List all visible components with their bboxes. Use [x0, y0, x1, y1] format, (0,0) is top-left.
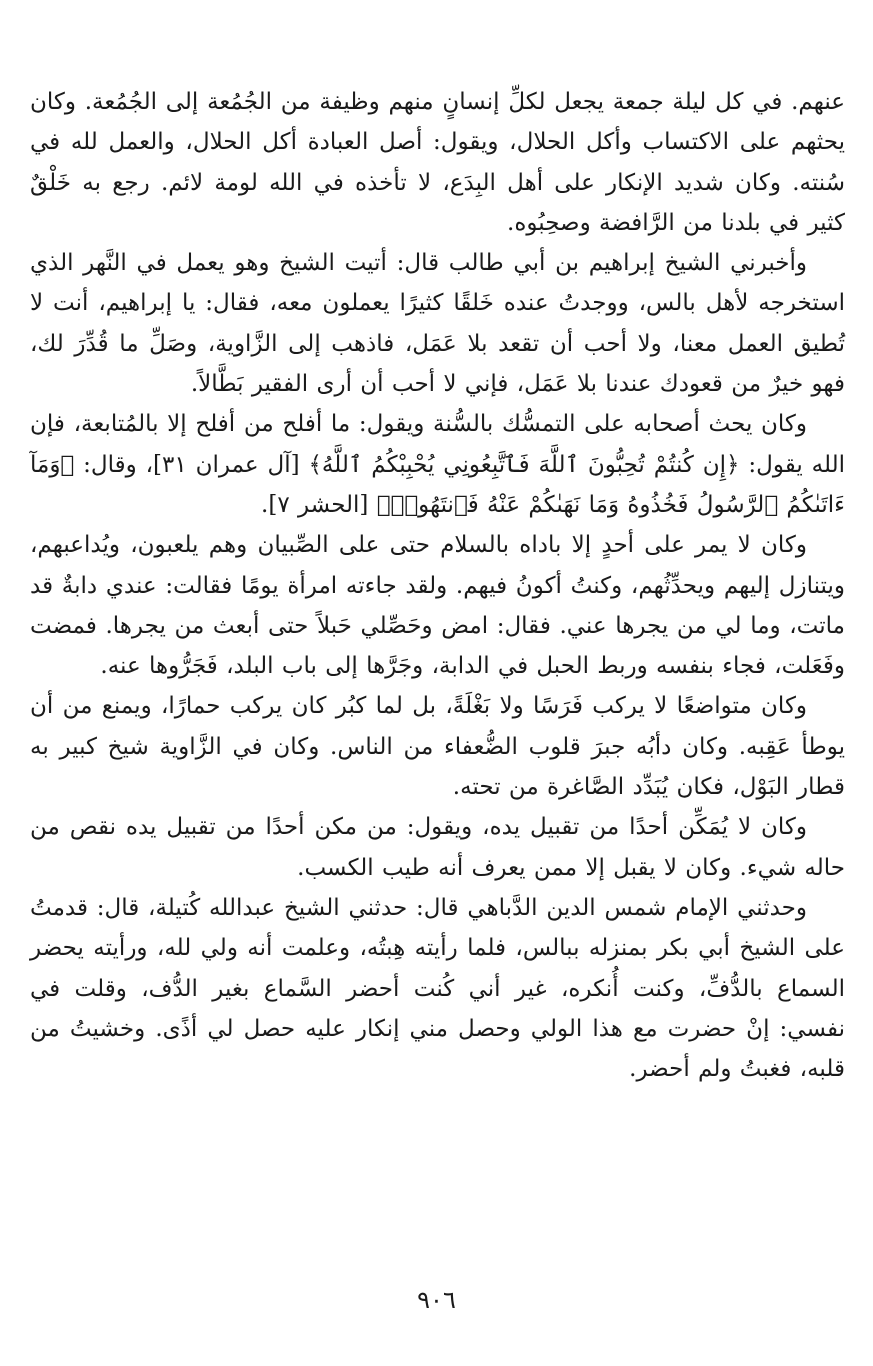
paragraph-2: وأخبرني الشيخ إبراهيم بن أبي طالب قال: أتيت الشيخ وهو يعمل في النَّهر الذي استخرجه لأهل بالس، ووجدتُ عنده خَلقًا كثيرًا يعملون معه، فقال: يا إبراهيم، أنت لا تُطيق العمل معنا، ولا أحب أن تقعد بلا عَمَل، فاذهب إلى الزَّاوية، وصَلِّ ما قُدِّرَ لك، فهو خيرٌ من قعودك عندنا بلا عَمَل، فإني لا أحب أن أرى الفقير بَطَّالاً.	[30, 250, 845, 398]
paragraph-5: وكان متواضعًا لا يركب فَرَسًا ولا بَغْلَةً، بل لما كبُر كان يركب حمارًا، ويمنع من أن يوطأ عَقِبه. وكان دأبُه جبرَ قلوب الضُّعفاء من الناس. وكان في الزَّاوية شيخ كبير به قطار البَوْل، فكان يُبَدِّد الصَّاغرة من تحته.	[30, 693, 845, 801]
paragraph-3: وكان يحث أصحابه على التمسُّك بالسُّنة ويقول: ما أفلح من أفلح إلا بالمُتابعة، فإن الله يقول: ﴿إِن كُنتُمْ تُحِبُّونَ ٱللَّهَ فَٱتَّبِعُونِي يُحْبِبْكُمُ ٱللَّهُ﴾ [آل عمران ٣١]، وقال: ﴿وَمَآ ءَاتَىٰكُمُ ٱلرَّسُولُ فَخُذُوهُ وَمَا نَهَىٰكُمْ عَنْهُ فَٱنتَهُوا۟﴾ [الحشر ٧].	[30, 411, 846, 518]
paragraph-7: وحدثني الإمام شمس الدين الدَّباهي قال: حدثني الشيخ عبدالله كُتيلة، قال: قدمتُ على الشيخ أبي بكر بمنزله ببالس، فلما رأيته هِبتُه، وعلمت أنه ولي لله، ورأيته يحضر السماع بالدُّفِّ، وكنت أُنكره، غير أني كُنت أحضر السَّماع بغير الدُّف، وقلت في نفسي: إنْ حضرت مع هذا الولي وحصل مني إنكار عليه حصل لي أذًى. وخشيتُ من قلبه، فغبتُ ولم أحضر.	[30, 894, 845, 1083]
paragraph-4: وكان لا يمر على أحدٍ إلا باداه بالسلام حتى على الصِّبيان وهم يلعبون، ويُداعبهم، ويتنازل إليهم ويحدِّثُهم، وكنتُ أكونُ فيهم. ولقد جاءته امرأة يومًا فقالت: عندي دابةٌ قد ماتت، وما لي من يجرها عني. فقال: امض وحَصِّلي حَبلاً حتى أبعث من يجرها. فمضت وفَعَلت، فجاء بنفسه وربط الحبل في الدابة، وجَرَّها إلى باب البلد، فَجَرُّوها عنه.	[30, 532, 845, 680]
paragraph-6: وكان لا يُمَكِّن أحدًا من تقبيل يده، ويقول: من مكن أحدًا من تقبيل يده نقص من حاله شيء. وكان لا يقبل إلا ممن يعرف أنه طيب الكسب.	[30, 814, 845, 881]
paragraph-1: عنهم. في كل ليلة جمعة يجعل لكلِّ إنسانٍ منهم وظيفة من الجُمُعة إلى الجُمُعة. وكان يحثهم على الاكتساب وأكل الحلال، ويقول: أصل العبادة أكل الحلال، والعمل لله في سُنته. وكان شديد الإنكار على أهل البِدَع، لا تأخذه في الله لومة لائم. رجع به خَلْقٌ كثير في بلدنا من الرَّافضة وصحِبُوه.	[30, 89, 845, 236]
page-number: ٩٠٦	[417, 1286, 456, 1314]
page-body	[30, 82, 845, 1089]
